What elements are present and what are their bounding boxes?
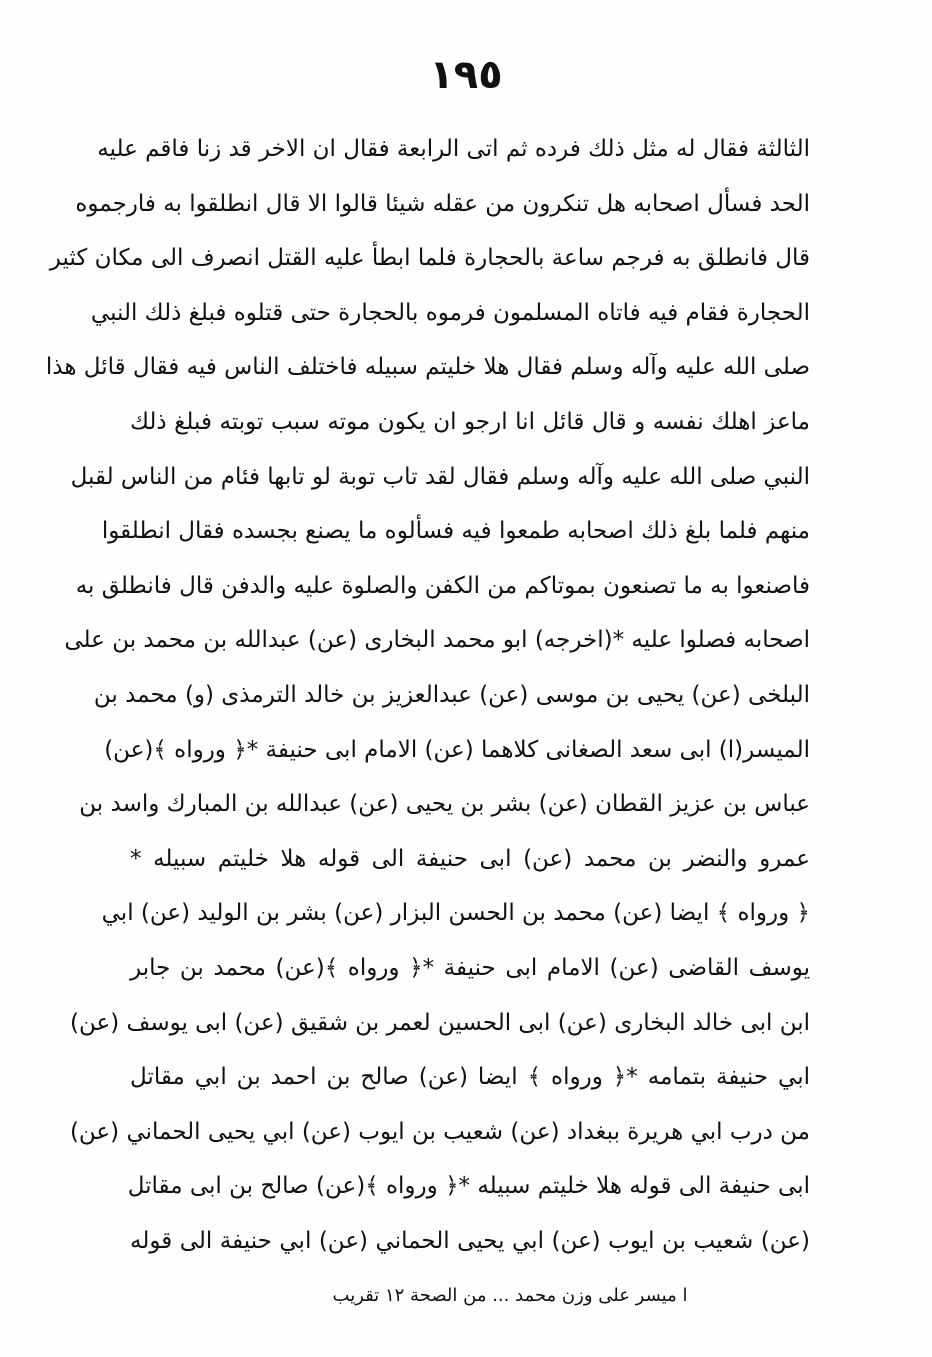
text-line: الحجارة فقام فيه فاتاه المسلمون فرموه بالحجارة حتى قتلوه فبلغ ذلك النبي [90, 299, 810, 326]
page-number: ١٩٥ [429, 52, 503, 98]
text-line: البلخى (عن) يحيى بن موسى (عن) عبدالعزيز بن خالد الترمذى (و) محمد بن [93, 681, 810, 708]
text-line: يوسف القاضى (عن) الامام ابى حنيفة *﴿ ورواه ﴾(عن) محمد بن جابر [130, 954, 810, 981]
body-text [45, 122, 810, 1268]
footnote: ا ميسر على وزن محمد ... من الصحة ١٢ تقريب [332, 1285, 688, 1306]
text-line: ابن ابى خالد البخارى (عن) ابى الحسين لعمر بن شقيق (عن) ابى يوسف (عن) [70, 1009, 810, 1036]
text-line: صلى الله عليه وآله وسلم فقال هلا خليتم سبيله فاختلف الناس فيه فقال قائل هذا [45, 354, 810, 381]
text-line: اصحابه فصلوا عليه *(اخرجه) ابو محمد البخارى (عن) عبدالله بن محمد بن على [64, 627, 810, 654]
text-line: ابى حنيفة الى قوله هلا خليتم سبيله *﴿ ورواه ﴾(عن) صالح بن ابى مقاتل [127, 1173, 810, 1200]
text-line: عباس بن عزيز القطان (عن) بشر بن يحيى (عن) عبدالله بن المبارك واسد بن [79, 791, 810, 818]
text-line: عمرو والنضر بن محمد (عن) ابى حنيفة الى قوله هلا خليتم سبيله * [130, 845, 810, 872]
text-line: ابي حنيفة بتمامه *﴿ ورواه ﴾ ايضا (عن) صالح بن احمد بن ابي مقاتل [130, 1064, 810, 1091]
text-line: ﴿ ورواه ﴾ ايضا (عن) محمد بن الحسن البزار (عن) بشر بن الوليد (عن) ابي [101, 900, 810, 927]
text-line: النبي صلى الله عليه وآله وسلم فقال لقد تاب توبة لو تابها فئام من الناس لقبل [70, 463, 810, 490]
text-line: الثالثة فقال له مثل ذلك فرده ثم اتى الرابعة فقال ان الاخر قد زنا فاقم عليه [97, 136, 810, 162]
text-line: منهم فلما بلغ ذلك اصحابه طمعوا فيه فسألوه ما يصنع بجسده فقال انطلقوا [101, 518, 810, 545]
text-line: من درب ابي هريرة ببغداد (عن) شعيب بن ايوب (عن) ابي يحيى الحماني (عن) [69, 1118, 810, 1145]
text-line: الميسر(ا) ابى سعد الصغانى كلاهما (عن) الامام ابى حنيفة *﴿ ورواه ﴾(عن) [104, 736, 810, 763]
text-line: قال فانطلق به فرجم ساعة بالحجارة فلما ابطأ عليه القتل انصرف الى مكان كثير [49, 245, 810, 272]
text-line: ماعز اهلك نفسه و قال قائل انا ارجو ان يكون موته سبب توبته فبلغ ذلك [130, 408, 810, 435]
text-line: الحد فسأل اصحابه هل تنكرون من عقله شيئا قالوا الا قال انطلقوا به فارجموه [75, 190, 810, 217]
text-line: فاصنعوا به ما تصنعون بموتاكم من الكفن والصلوة عليه والدفن قال فانطلق به [75, 572, 810, 599]
text-line: (عن) شعيب بن ايوب (عن) ابي يحيى الحماني (عن) ابي حنيفة الى قوله [130, 1227, 810, 1254]
